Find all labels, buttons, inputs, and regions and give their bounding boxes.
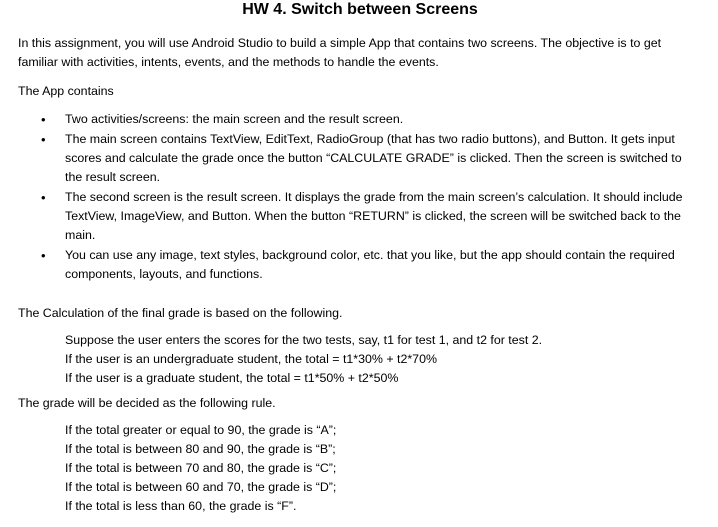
calculation-line: If the user is an undergraduate student, the total = t1*30% + t2*70% [65, 352, 437, 366]
calculation-heading: The Calculation of the final grade is based on the following. [18, 306, 343, 320]
document-title: HW 4. Switch between Screens [242, 1, 478, 18]
bullet-icon: • [41, 190, 46, 205]
calculation-line: If the user is a graduate student, the total = t1*50% + t2*50% [65, 371, 399, 385]
list-item-text: Two activities/screens: the main screen and the result screen. [65, 112, 404, 126]
intro-paragraph: In this assignment, you will use Android Studio to build a simple App that contains two screens. The objective is to get familiar with activities, intents, events, and the methods to handle the events. [18, 36, 662, 69]
list-item [18, 110, 702, 129]
grade-rule: If the total is less than 60, the grade is “F”. [65, 499, 297, 513]
grade-rule: If the total is between 80 and 90, the grade is “B”; [65, 442, 336, 456]
list-item [18, 130, 702, 187]
bullet-icon: • [41, 248, 46, 263]
list-item [18, 246, 702, 284]
grade-rules-block [18, 421, 702, 516]
grade-rule: If the total is between 60 and 70, the grade is “D”; [65, 480, 337, 494]
requirements-list [18, 110, 702, 284]
bullet-icon: • [41, 112, 46, 127]
app-contains-label: The App contains [18, 84, 114, 98]
bullet-icon: • [41, 132, 46, 147]
grade-rule: If the total greater or equal to 90, the grade is “A”; [65, 423, 337, 437]
grade-rule: If the total is between 70 and 80, the grade is “C”; [65, 461, 337, 475]
list-item-text: The main screen contains TextView, EditText, RadioGroup (that has two radio buttons), and Button. It gets input scores and calculate the grade once the button “CALCULATE GRADE” is clicked. Then the screen is switched to the result screen. [65, 132, 682, 184]
list-item-text: You can use any image, text styles, background color, etc. that you like, but the app should contain the required components, layouts, and functions. [65, 248, 675, 281]
grade-heading: The grade will be decided as the following rule. [18, 396, 276, 410]
calculation-line: Suppose the user enters the scores for the two tests, say, t1 for test 1, and t2 for test 2. [65, 333, 543, 347]
list-item-text: The second screen is the result screen. It displays the grade from the main screen’s calculation. It should include TextView, ImageView, and Button. When the button “RETURN” is clicked, the screen will be switched back to the main. [65, 190, 683, 242]
calculation-block [18, 331, 702, 388]
list-item [18, 188, 702, 245]
